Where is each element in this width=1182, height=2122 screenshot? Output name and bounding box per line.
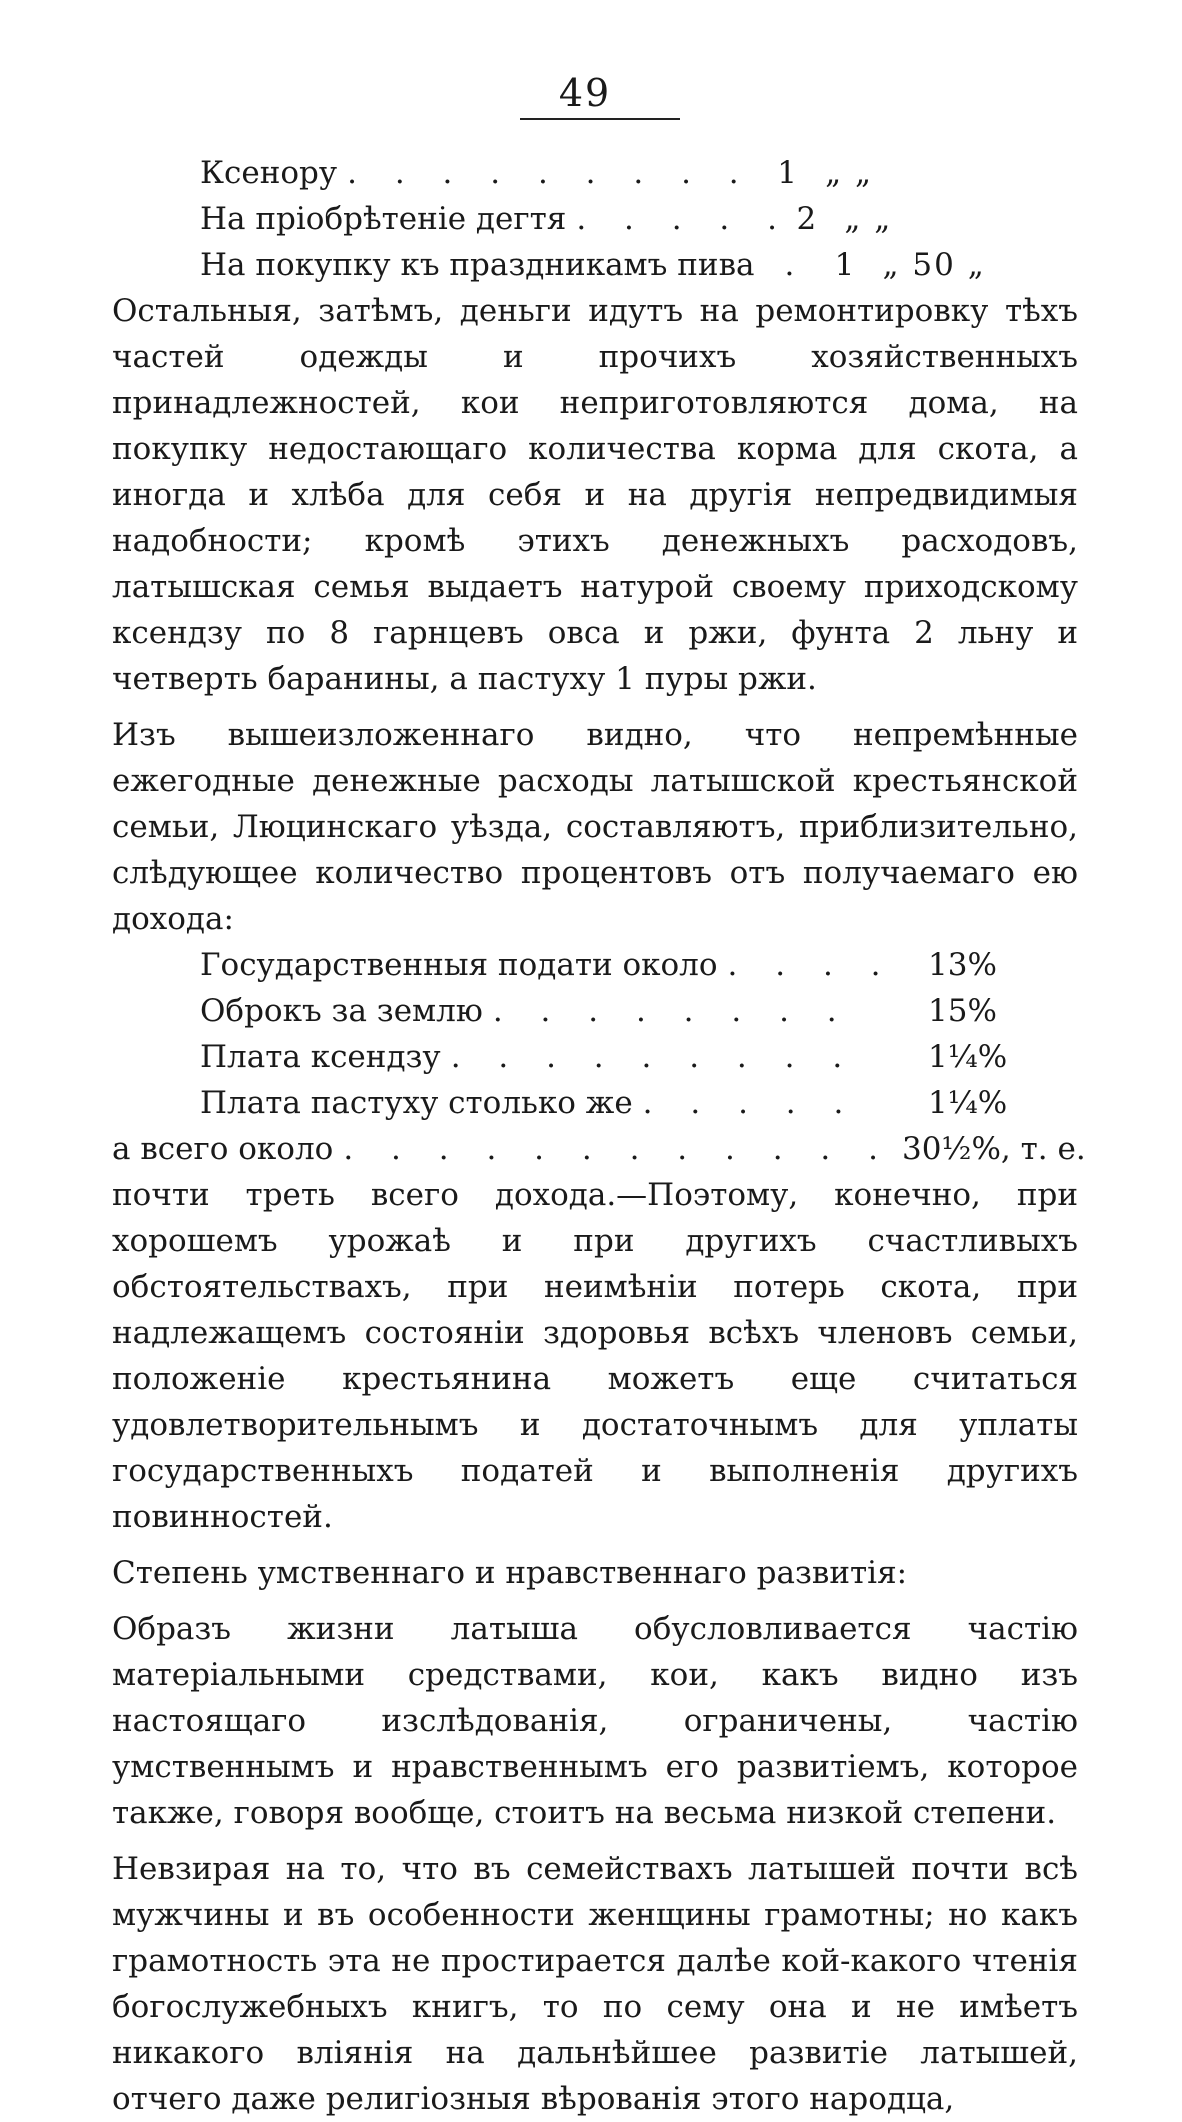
page-number: 49 [558,71,612,115]
total-label: а всего около [112,1131,334,1167]
page-body [112,150,1086,2122]
percentage-value: 1¼% [928,1085,1008,1121]
leader-dots: . . . . . [576,201,791,237]
percentage-row [112,942,1078,988]
paragraph-literacy: Невзирая на то, что въ семействахъ латышей почти всѣ мужчины и въ особенности женщины грамотны; но какъ грамотность эта не простирается далѣе кой-какого чтенія богослужебныхъ книгъ, то по сему она и не имѣетъ никакого вліянія на дальнѣйшее развитіе латышей, отчего даже религіозныя вѣрованія этого народца, [112,1851,1078,2117]
percentage-label: Государственныя подати около [200,947,718,983]
expense-label: Ксенору [200,155,338,191]
leader-dots: . . . . . . . . . [450,1039,857,1075]
expense-row [112,150,1078,196]
expense-kopecks: „ „ [825,155,874,191]
percentage-label: Плата ксендзу [200,1039,441,1075]
leader-dots: . . . . . [642,1085,858,1121]
paragraph-conclusion: почти треть всего дохода.—Поэтому, конечно, при хорошемъ урожаѣ и при другихъ счастливыхъ обстоятельствахъ, при неимѣніи потерь скота, при надлежащемъ состояніи здоровья всѣхъ членовъ семьи, положеніе крестьянина можетъ еще считаться удовлетворительнымъ и достаточнымъ для уплаты государственныхъ податей и выполненія другихъ повинностей. [112,1177,1078,1535]
leader-dots: . . . . . . . . . . . . [343,1131,892,1167]
percentage-label: Плата пастуху столько же [200,1085,633,1121]
total-value: 30½%, т. е. [901,1131,1086,1167]
expense-kopecks: „ 50 „ [882,247,986,283]
section-heading: Степень умственнаго и нравственнаго развитія: [112,1555,908,1591]
expense-label: На покупку къ праздникамъ пива [200,247,755,283]
page-number-rule [520,118,680,120]
leader-dots: . . . . [727,947,895,983]
paragraph-expense-summary: Изъ вышеизложеннаго видно, что непремѣнные ежегодные денежные расходы латышской крестьянской семьи, Люцинскаго уѣзда, составляютъ, приблизительно, слѣдующее количество процентовъ отъ получаемаго ею дохода: [112,717,1078,937]
expense-amount: 1 [777,155,797,191]
percentage-value: 1¼% [928,1039,1008,1075]
expense-kopecks: „ „ [844,201,893,237]
expense-label: На пріобрѣтеніе дегтя [200,201,567,237]
paragraph-way-of-life: Образъ жизни латыша обусловливается частію матеріальными средствами, кои, какъ видно изъ настоящаго изслѣдованія, ограничены, частію умственнымъ и нравственнымъ его развитіемъ, которое также, говоря вообще, стоитъ на весьма низкой степени. [112,1611,1078,1831]
leader-dots: . . . . . . . . . [347,155,753,191]
paragraph-remaining-expenses: Остальныя, затѣмъ, деньги идутъ на ремонтировку тѣхъ частей одежды и прочихъ хозяйственныхъ принадлежностей, кои неприготовляются дома, на покупку недостающаго количества корма для скота, а иногда и хлѣба для себя и на другія непредвидимыя надобности; кромѣ этихъ денежныхъ расходовъ, латышская семья выдаетъ натурой своему приходскому ксендзу по 8 гарнцевъ овса и ржи, фунта 2 льну и четверть баранины, а пастуху 1 пуры ржи. [112,293,1078,697]
percentage-row [112,1080,1078,1126]
expense-row [112,242,1078,288]
percentage-row [112,1034,1078,1080]
percentage-label: Оброкъ за землю [200,993,483,1029]
leader-dots: . . . . . . . . [492,993,851,1029]
percentage-total-row [112,1126,1086,1172]
leader-dots: . [784,247,809,283]
percentage-row [112,988,1078,1034]
percentage-value: 13% [928,947,997,983]
expense-row [112,196,1078,242]
expense-amount: 2 [796,201,817,237]
percentage-value: 15% [928,993,997,1029]
expense-amount: 1 [834,247,855,283]
